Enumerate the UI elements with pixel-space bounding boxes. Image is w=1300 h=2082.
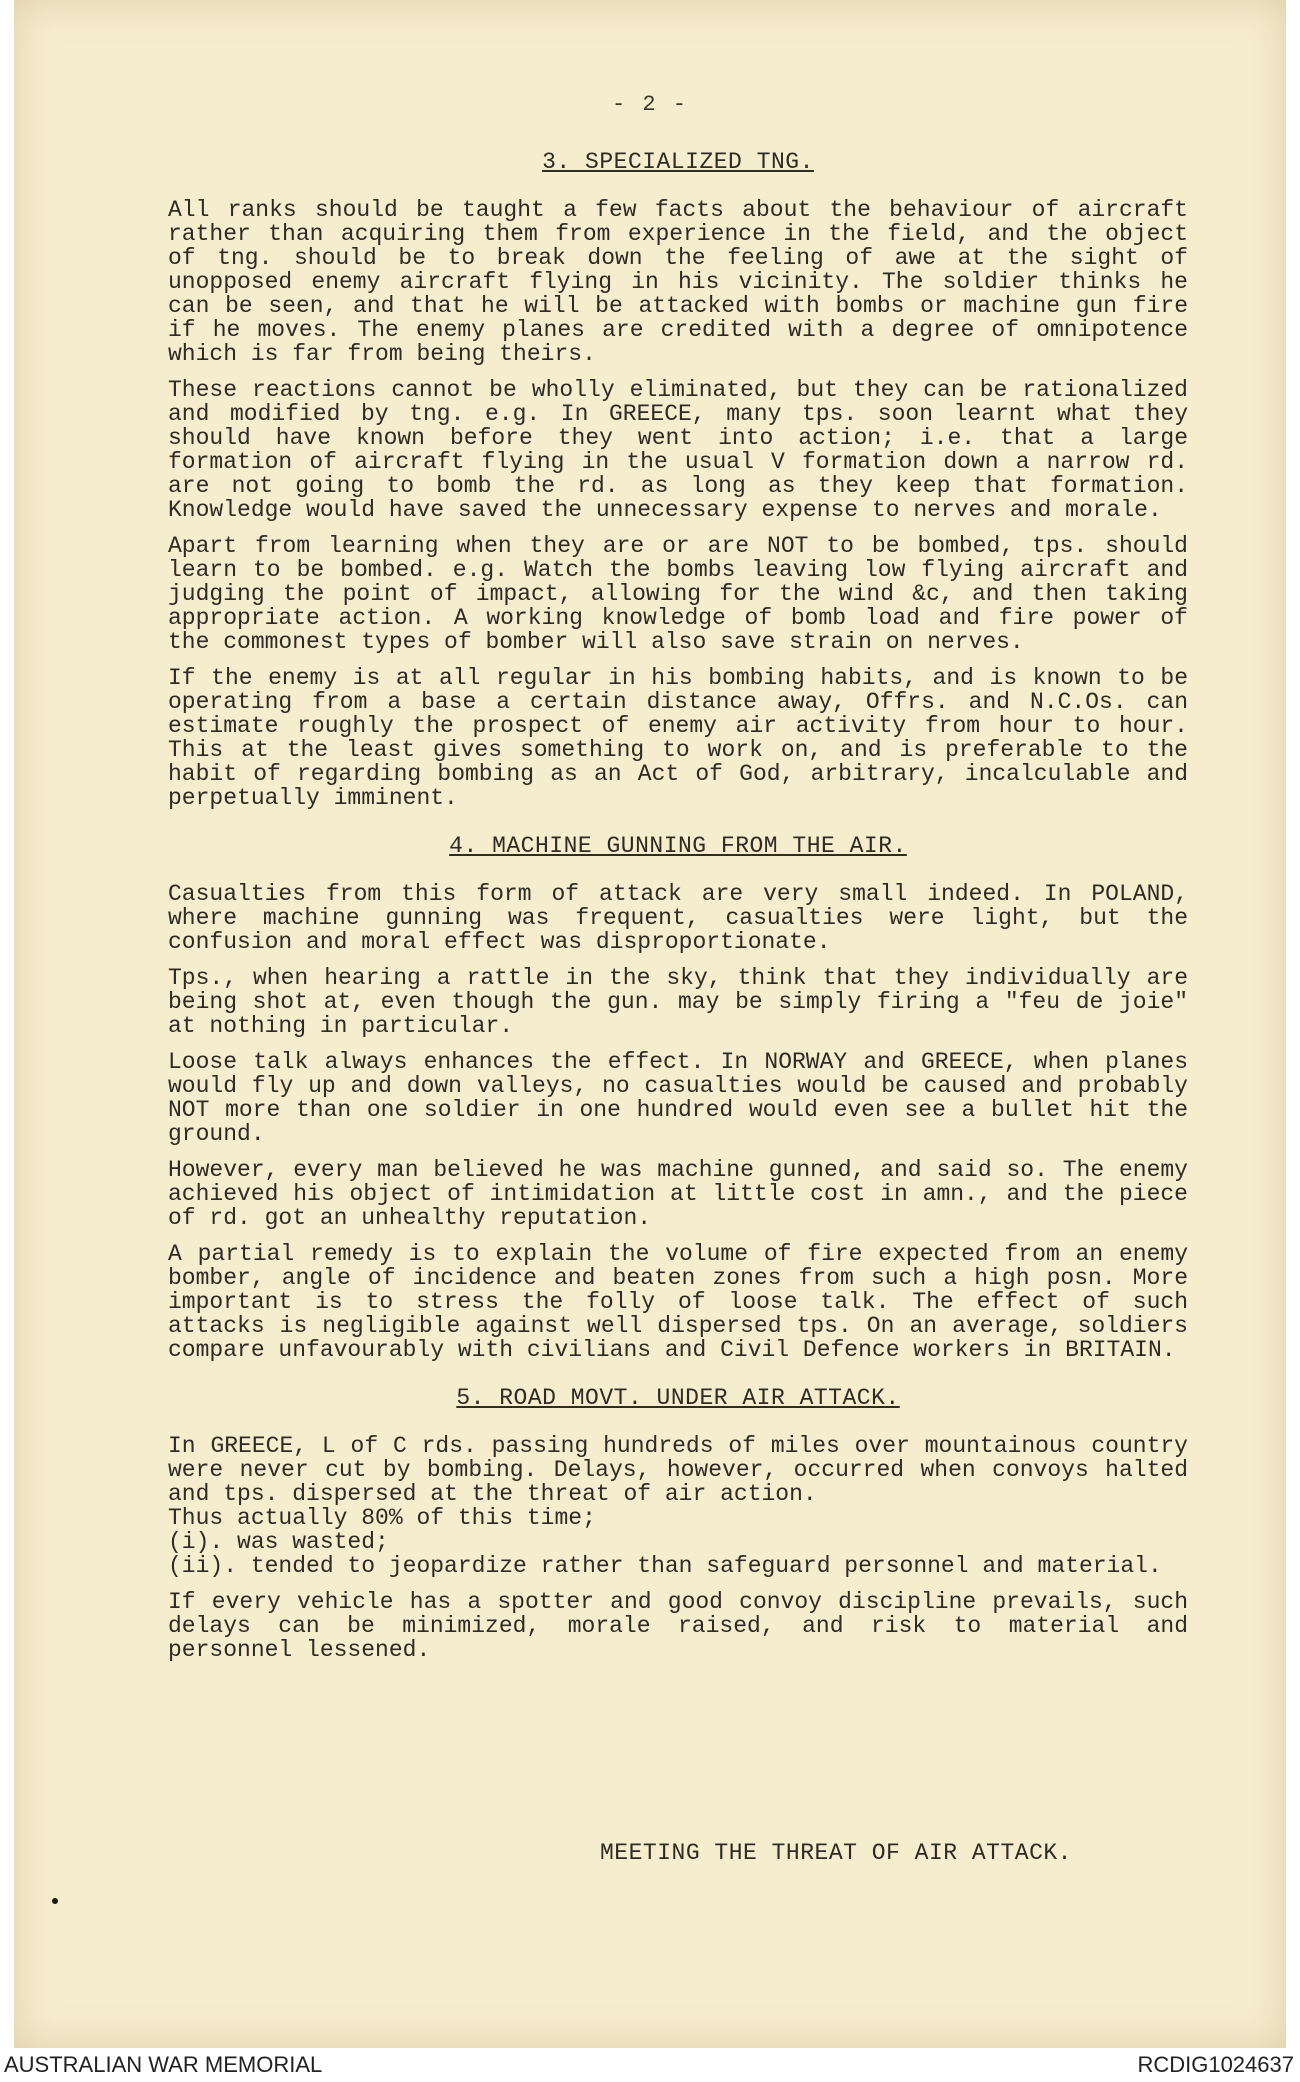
- hole-punch-mark: [52, 1898, 58, 1904]
- document-body: [168, 149, 1202, 1686]
- section-heading: 5. ROAD MOVT. UNDER AIR ATTACK.: [456, 1385, 900, 1411]
- section-machine-gunning: [168, 833, 1202, 1363]
- paragraph: However, every man believed he was machine gunned, and said so. The enemy achieved his object of intimidation at little cost in amn., and the piece of rd. got an unhealthy reputation.: [168, 1157, 1202, 1231]
- paragraph: Loose talk always enhances the effect. In NORWAY and GREECE, when planes would fly up and down valleys, no casualties would be caused and probably NOT more than one soldier in one hundred would even see a bullet hit the ground.: [168, 1049, 1202, 1147]
- paragraph: Casualties from this form of attack are very small indeed. In POLAND, where machine gunning was frequent, casualties were light, but the confusion and moral effect was disproportionate.: [168, 881, 1202, 955]
- document-page: [14, 0, 1286, 2048]
- paragraph: A partial remedy is to explain the volume of fire expected from an enemy bomber, angle of incidence and beaten zones from such a high posn. More important is to stress the folly of loose talk. The effect of such attacks is negligible against well dispersed tps. On an average, soldiers compare unfavourably with civilians and Civil Defence workers in BRITAIN.: [168, 1241, 1202, 1363]
- paragraph: These reactions cannot be wholly eliminated, but they can be rationalized and modified by tng. e.g. In GREECE, many tps. soon learnt what they should have known before they went into action; i.e. that a large formation of aircraft flying in the usual V formation down a narrow rd. are not going to bomb the rd. as long as they keep that formation. Knowledge would have saved the unnecessary expense to nerves and morale.: [168, 377, 1202, 523]
- paragraph: All ranks should be taught a few facts about the behaviour of aircraft rather than acquiring them from experience in the field, and the object of tng. should be to break down the feeling of awe at the sight of unopposed enemy aircraft flying in his vicinity. The soldier thinks he can be seen, and that he will be attacked with bombs or machine gun fire if he moves. The enemy planes are credited with a degree of omnipotence which is far from being theirs.: [168, 197, 1202, 367]
- next-section-catchword: MEETING THE THREAT OF AIR ATTACK.: [600, 1840, 1072, 1866]
- archive-name: AUSTRALIAN WAR MEMORIAL: [4, 2052, 323, 2077]
- archive-id: RCDIG1024637: [1137, 2052, 1294, 2077]
- section-heading: 3. SPECIALIZED TNG.: [542, 149, 814, 175]
- paragraph: In GREECE, L of C rds. passing hundreds of miles over mountainous country were never cut by bombing. Delays, however, occurred when convoys halted and tps. dispersed at the threat of air action. Thus actually 80% of this time; (i). was wasted; (ii). tended to jeopardize rather than safeguard personnel and material.: [168, 1433, 1188, 1579]
- page-number: - 2 -: [611, 92, 688, 117]
- paragraph: If every vehicle has a spotter and good convoy discipline prevails, such delays can be minimized, morale raised, and risk to material and personnel lessened.: [168, 1589, 1202, 1663]
- paragraph: Apart from learning when they are or are NOT to be bombed, tps. should learn to be bombed. e.g. Watch the bombs leaving low flying aircraft and judging the point of impact, allowing for the wind &c, and then taking appropriate action. A working knowledge of bomb load and fire power of the commonest types of bomber will also save strain on nerves.: [168, 533, 1202, 655]
- section-specialized-training: [168, 149, 1202, 811]
- section-heading: 4. MACHINE GUNNING FROM THE AIR.: [449, 833, 907, 859]
- section-road-movement: [168, 1385, 1202, 1663]
- paragraph: Tps., when hearing a rattle in the sky, think that they individually are being shot at, even though the gun. may be simply firing a "feu de joie" at nothing in particular.: [168, 965, 1202, 1039]
- paragraph: If the enemy is at all regular in his bombing habits, and is known to be operating from a base a certain distance away, Offrs. and N.C.Os. can estimate roughly the prospect of enemy air activity from hour to hour. This at the least gives something to work on, and is preferable to the habit of regarding bombing as an Act of God, arbitrary, incalculable and perpetually imminent.: [168, 665, 1202, 811]
- archive-footer: [0, 2048, 1300, 2082]
